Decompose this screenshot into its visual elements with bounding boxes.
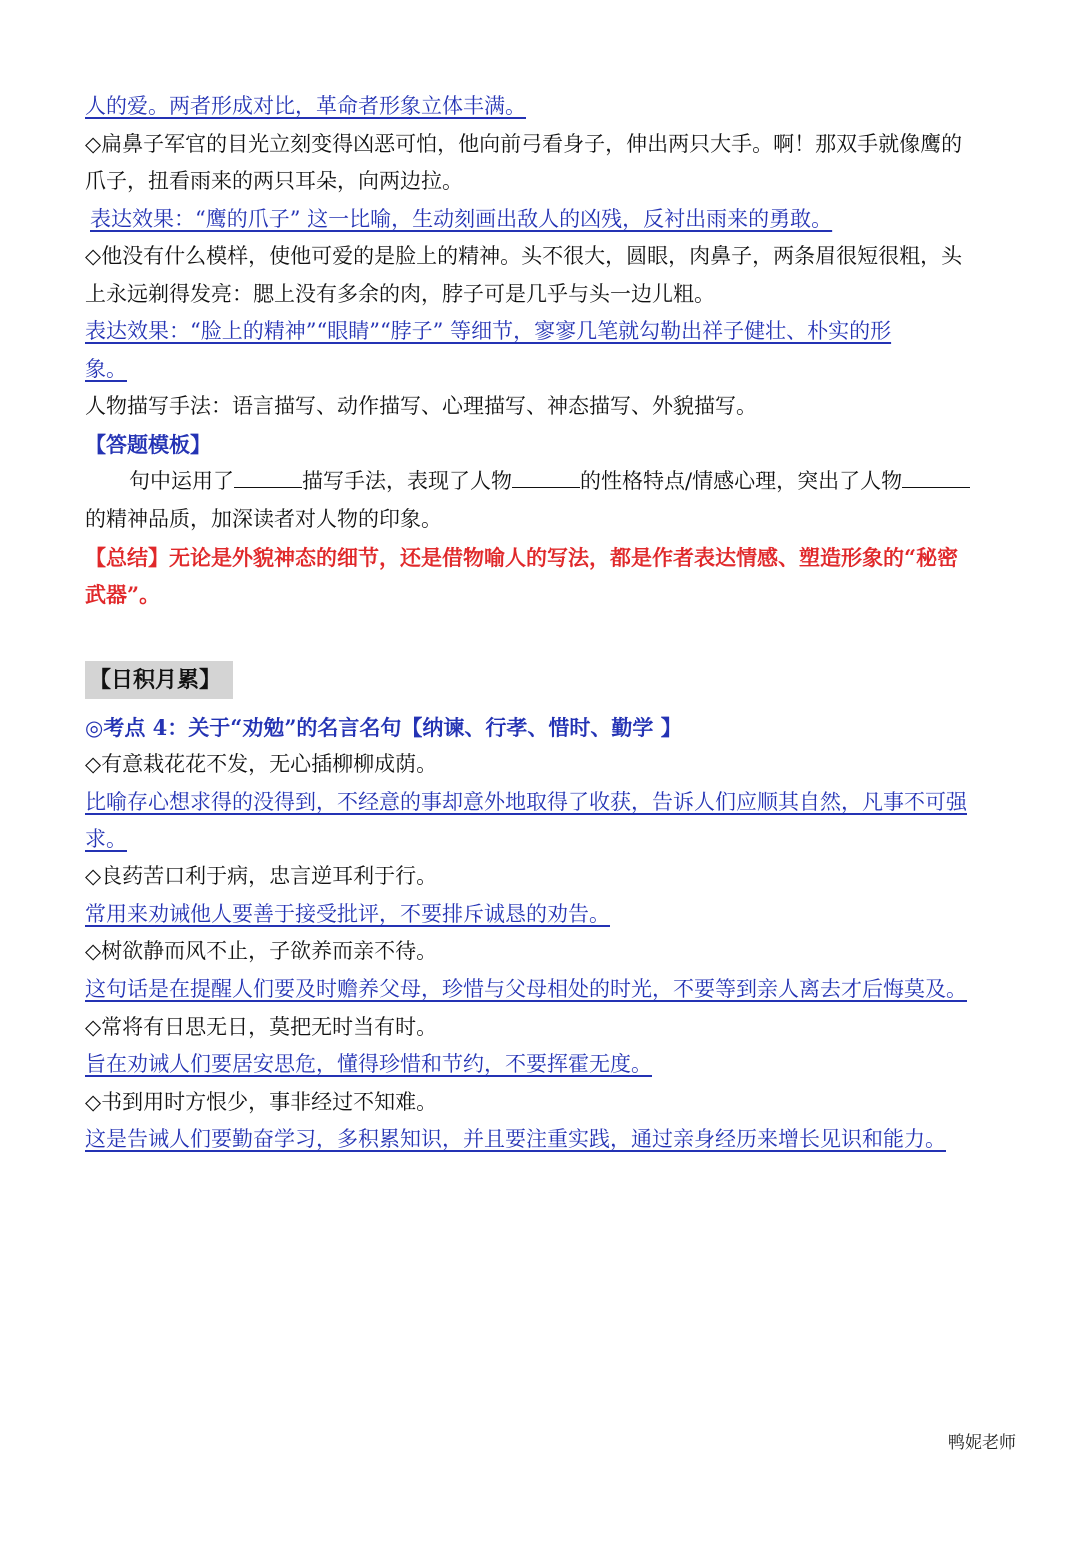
quote-line: 上永远剃得发亮：腮上没有多余的肉，脖子可是几乎与头一边儿粗。 [85,282,715,306]
exam-point-title: ◎考点 4：关于“劝勉”的名言名句【纳谏、行孝、惜时、勤学 】 [85,715,682,740]
explanation-line: 常用来劝诫他人要善于接受批评，不要排斥诚恳的劝告。 [85,902,610,926]
analysis-line: 表达效果：“脸上的精神”“眼睛”“脖子” 等细节，寥寥几笔就勾勒出祥子健壮、朴实的形 [85,319,892,343]
template-title: 【答题模板】 [85,432,211,457]
proverb-line: ◇有意栽花花不发，无心插柳柳成荫。 [85,752,438,776]
template-text: 描写手法，表现了人物 [302,469,512,493]
quote-line: ◇他没有什么模样，使他可爱的是脸上的精神。头不很大，圆眼，肉鼻子，两条眉很短很粗，头 [85,244,963,268]
method-line: 人物描写手法：语言描写、动作描写、心理描写、神态描写、外貌描写。 [85,394,757,418]
proverb-line: ◇树欲静而风不止，子欲养而亲不待。 [85,939,438,963]
proverb-line: ◇书到用时方恨少，事非经过不知难。 [85,1090,438,1114]
section-badge: 【日积月累】 [85,661,233,699]
explanation-line: 旨在劝诫人们要居安思危，懂得珍惜和节约，不要挥霍无度。 [85,1052,652,1076]
analysis-line: 人的爱。两者形成对比，革命者形象立体丰满。 [85,94,526,118]
explanation-line: 比喻存心想求得的没得到，不经意的事却意外地取得了收获，告诉人们应顺其自然，凡事不可强 [85,790,967,814]
analysis-line: 象。 [85,357,127,381]
proverb-line: ◇常将有日思无日，莫把无时当有时。 [85,1015,438,1039]
quote-line: ◇扁鼻子军官的目光立刻变得凶恶可怕，他向前弓看身子，伸出两只大手。啊！那双手就像鹰的 [85,132,963,156]
author-signature: 鸭妮老师 [948,1433,1016,1453]
fill-blank [512,469,580,488]
template-line: 的精神品质，加深读者对人物的印象。 [85,507,442,531]
summary-line: 武器”。 [85,582,161,607]
explanation-line: 求。 [85,827,127,851]
template-line [129,463,1019,500]
fill-blank [234,469,302,488]
proverb-line: ◇良药苦口利于病，忠言逆耳利于行。 [85,864,438,888]
explanation-line: 这是告诫人们要勤奋学习，多积累知识，并且要注重实践，通过亲身经历来增长见识和能力。 [85,1127,946,1151]
summary-line: 【总结】无论是外貌神态的细节，还是借物喻人的写法，都是作者表达情感、塑造形象的“秘密 [85,545,959,570]
explanation-line: 这句话是在提醒人们要及时赡养父母，珍惜与父母相处的时光，不要等到亲人离去才后悔莫及。 [85,977,967,1001]
template-text: 的性格特点/情感心理，突出了人物 [580,469,903,493]
quote-line: 爪子，扭看雨来的两只耳朵，向两边拉。 [85,169,463,193]
template-text: 句中运用了 [129,469,234,493]
analysis-line: 表达效果：“鹰的爪子” 这一比喻，生动刻画出敌人的凶残，反衬出雨来的勇敢。 [90,207,833,231]
fill-blank [902,469,970,488]
